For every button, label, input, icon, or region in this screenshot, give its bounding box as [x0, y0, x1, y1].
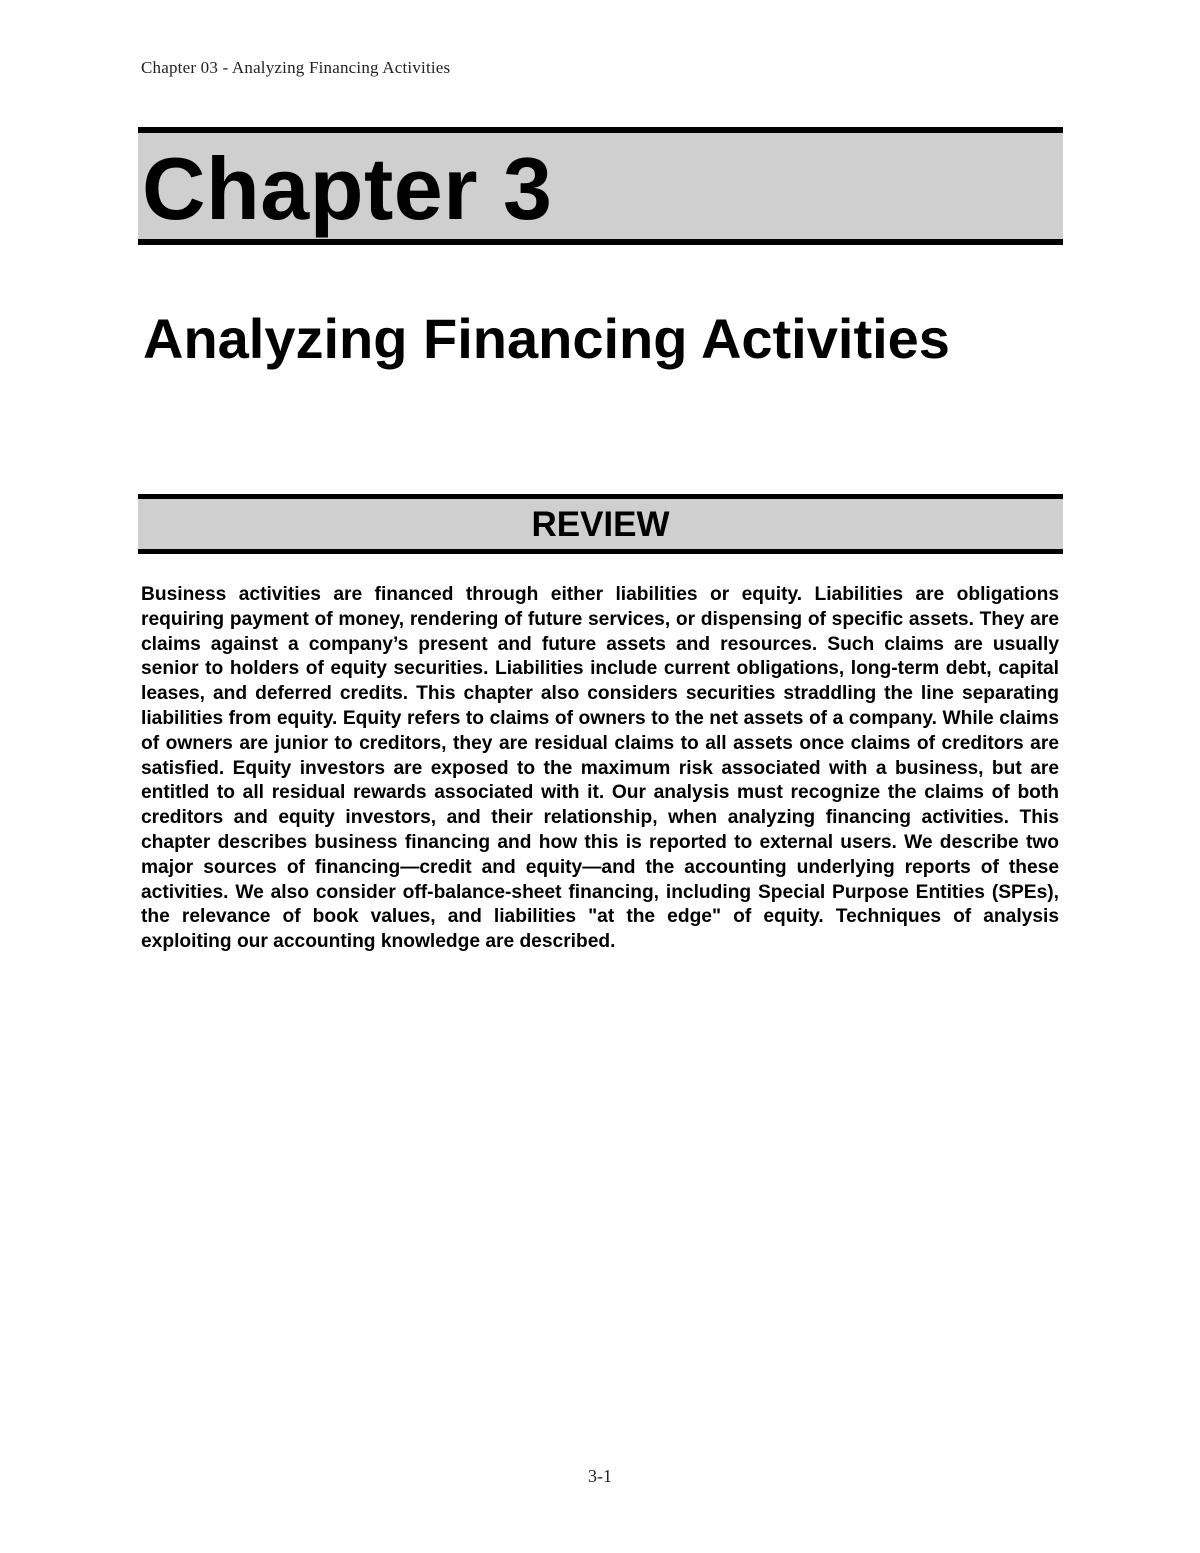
- chapter-title: Chapter 3: [142, 139, 553, 238]
- chapter-subtitle: Analyzing Financing Activities: [143, 307, 950, 370]
- running-header: Chapter 03 - Analyzing Financing Activities: [141, 58, 451, 77]
- review-body-text: Business activities are financed through either liabilities or equity. Liabilities are obligations requiring payment of money, rendering of future services, or dispensing of specific assets. They are claims against a company’s present and future assets and resources. Such claims are usually senior to holders of equity securities. Liabilities include current obligations, long-term debt, capital leases, and deferred credits. This chapter also considers securities straddling the line separating liabilities from equity. Equity refers to claims of owners to the net assets of a company. While claims of owners are junior to creditors, they are residual claims to all assets once claims of creditors are satisfied. Equity investors are exposed to the maximum risk associated with a business, but are entitled to all residual rewards associated with it. Our analysis must recognize the claims of both creditors and equity investors, and their relationship, when analyzing financing activities. This chapter describes business financing and how this is reported to external users. We describe two major sources of financing—credit and equity—and the accounting underlying reports of these activities. We also consider off-balance-sheet financing, including Special Purpose Entities (SPEs), the relevance of book values, and liabilities "at the edge" of equity. Techniques of analysis exploiting our accounting knowledge are described.: [141, 584, 1059, 953]
- review-heading: REVIEW: [531, 505, 670, 544]
- page-number: 3-1: [588, 1466, 612, 1486]
